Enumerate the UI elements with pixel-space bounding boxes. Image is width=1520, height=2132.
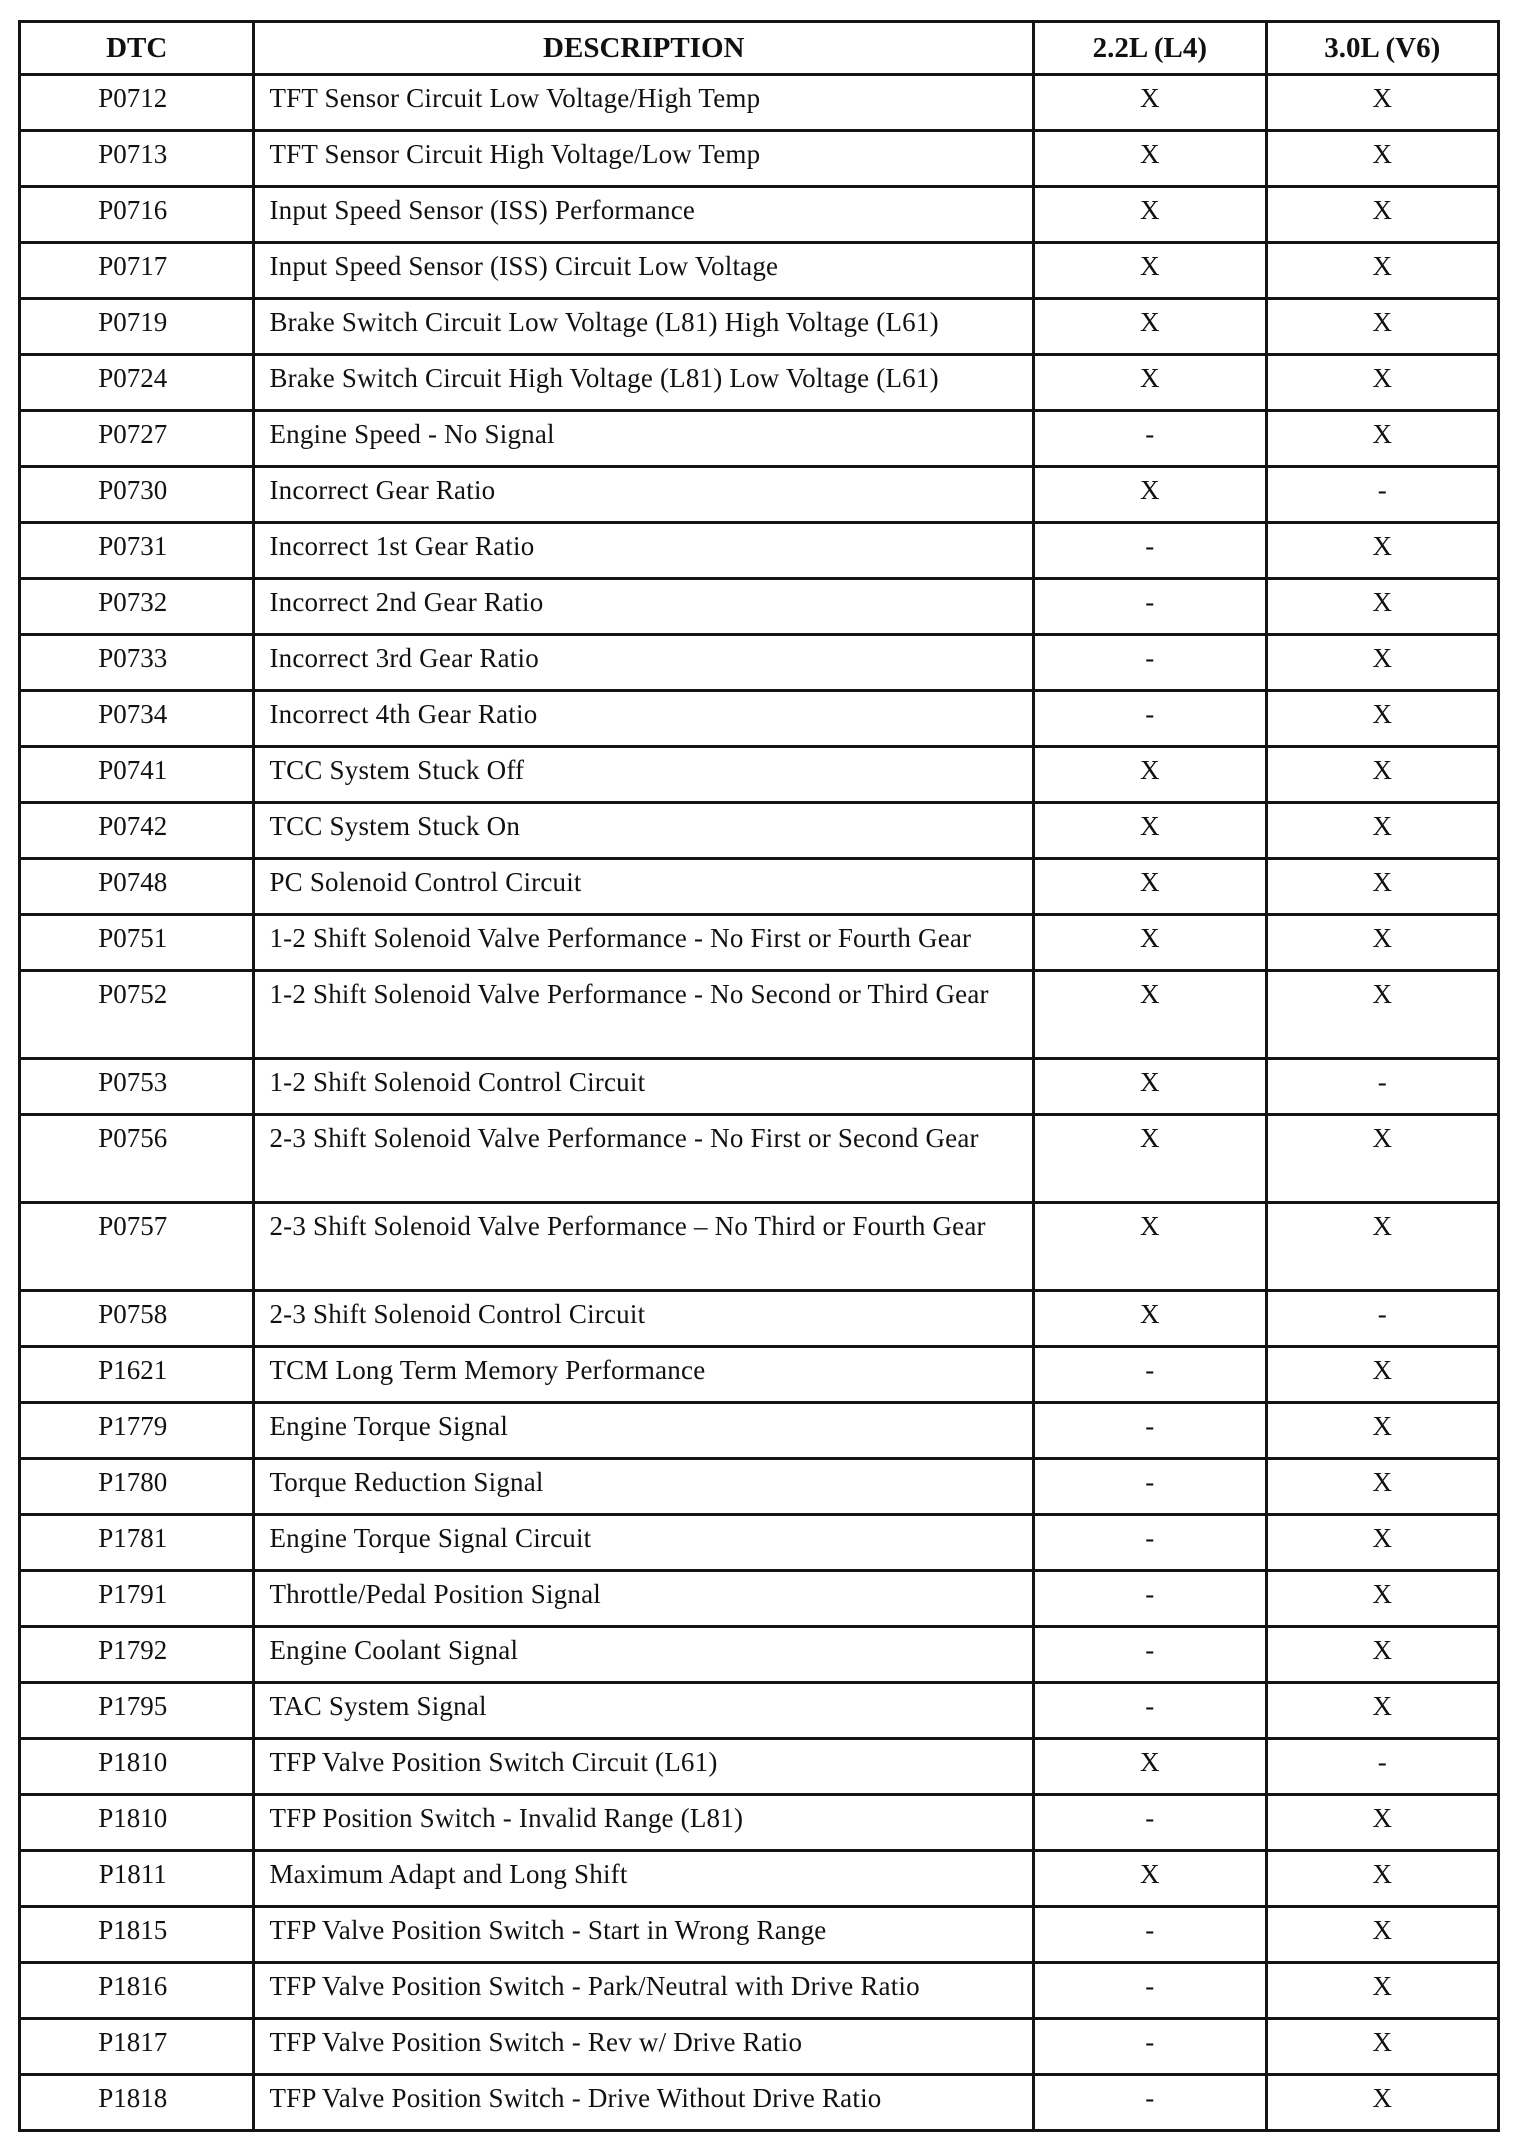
l4-applicability-cell: - <box>1034 1571 1266 1627</box>
v6-applicability-cell: - <box>1266 467 1498 523</box>
table-row <box>20 747 1499 803</box>
l4-applicability-cell: X <box>1034 1851 1266 1907</box>
v6-applicability-cell: X <box>1266 747 1498 803</box>
description-cell: Engine Coolant Signal <box>254 1627 1034 1683</box>
header-description: DESCRIPTION <box>254 22 1034 75</box>
description-cell: TFP Valve Position Switch - Start in Wrong Range <box>254 1907 1034 1963</box>
v6-applicability-cell: X <box>1266 131 1498 187</box>
v6-applicability-cell: X <box>1266 1403 1498 1459</box>
l4-applicability-cell: - <box>1034 523 1266 579</box>
l4-applicability-cell: - <box>1034 2019 1266 2075</box>
l4-applicability-cell: - <box>1034 1963 1266 2019</box>
l4-applicability-cell: - <box>1034 411 1266 467</box>
description-cell: Input Speed Sensor (ISS) Performance <box>254 187 1034 243</box>
dtc-code-cell: P1795 <box>20 1683 254 1739</box>
l4-applicability-cell: X <box>1034 1115 1266 1203</box>
description-cell: TCC System Stuck Off <box>254 747 1034 803</box>
l4-applicability-cell: - <box>1034 1907 1266 1963</box>
v6-applicability-cell: X <box>1266 691 1498 747</box>
table-row <box>20 1347 1499 1403</box>
v6-applicability-cell: X <box>1266 1347 1498 1403</box>
table-row <box>20 1627 1499 1683</box>
table-row <box>20 1739 1499 1795</box>
description-cell: 2-3 Shift Solenoid Valve Performance - No First or Second Gear <box>254 1115 1034 1203</box>
l4-applicability-cell: X <box>1034 467 1266 523</box>
dtc-code-cell: P0716 <box>20 187 254 243</box>
v6-applicability-cell: - <box>1266 1739 1498 1795</box>
description-cell: Incorrect Gear Ratio <box>254 467 1034 523</box>
table-row <box>20 915 1499 971</box>
v6-applicability-cell: X <box>1266 579 1498 635</box>
l4-applicability-cell: X <box>1034 971 1266 1059</box>
table-row <box>20 1907 1499 1963</box>
v6-applicability-cell: X <box>1266 859 1498 915</box>
table-body <box>20 75 1499 2131</box>
v6-applicability-cell: X <box>1266 1963 1498 2019</box>
table-row <box>20 1963 1499 2019</box>
l4-applicability-cell: X <box>1034 131 1266 187</box>
table-row <box>20 635 1499 691</box>
v6-applicability-cell: X <box>1266 523 1498 579</box>
table-row <box>20 1203 1499 1291</box>
dtc-code-cell: P1779 <box>20 1403 254 1459</box>
v6-applicability-cell: X <box>1266 1795 1498 1851</box>
v6-applicability-cell: X <box>1266 299 1498 355</box>
header-v6: 3.0L (V6) <box>1266 22 1498 75</box>
l4-applicability-cell: X <box>1034 243 1266 299</box>
dtc-code-cell: P1780 <box>20 1459 254 1515</box>
dtc-code-cell: P0748 <box>20 859 254 915</box>
l4-applicability-cell: - <box>1034 579 1266 635</box>
v6-applicability-cell: X <box>1266 187 1498 243</box>
table-row <box>20 187 1499 243</box>
v6-applicability-cell: X <box>1266 2019 1498 2075</box>
description-cell: TFP Valve Position Switch - Park/Neutral with Drive Ratio <box>254 1963 1034 2019</box>
description-cell: 1-2 Shift Solenoid Control Circuit <box>254 1059 1034 1115</box>
l4-applicability-cell: - <box>1034 691 1266 747</box>
dtc-code-cell: P0713 <box>20 131 254 187</box>
v6-applicability-cell: X <box>1266 635 1498 691</box>
l4-applicability-cell: - <box>1034 1403 1266 1459</box>
table-row <box>20 1851 1499 1907</box>
v6-applicability-cell: X <box>1266 1459 1498 1515</box>
dtc-code-cell: P1621 <box>20 1347 254 1403</box>
dtc-table <box>18 20 1500 2132</box>
description-cell: Engine Speed - No Signal <box>254 411 1034 467</box>
table-row <box>20 1459 1499 1515</box>
table-header <box>20 22 1499 75</box>
table-row <box>20 2075 1499 2131</box>
description-cell: TFP Valve Position Switch - Rev w/ Drive Ratio <box>254 2019 1034 2075</box>
l4-applicability-cell: - <box>1034 1347 1266 1403</box>
dtc-code-cell: P0734 <box>20 691 254 747</box>
l4-applicability-cell: X <box>1034 1291 1266 1347</box>
table-row <box>20 243 1499 299</box>
description-cell: TCC System Stuck On <box>254 803 1034 859</box>
l4-applicability-cell: X <box>1034 859 1266 915</box>
v6-applicability-cell: X <box>1266 243 1498 299</box>
dtc-code-cell: P0730 <box>20 467 254 523</box>
l4-applicability-cell: X <box>1034 299 1266 355</box>
dtc-code-cell: P0753 <box>20 1059 254 1115</box>
dtc-code-cell: P0757 <box>20 1203 254 1291</box>
table-row <box>20 803 1499 859</box>
description-cell: TCM Long Term Memory Performance <box>254 1347 1034 1403</box>
l4-applicability-cell: X <box>1034 1203 1266 1291</box>
description-cell: Maximum Adapt and Long Shift <box>254 1851 1034 1907</box>
l4-applicability-cell: - <box>1034 2075 1266 2131</box>
dtc-code-cell: P1791 <box>20 1571 254 1627</box>
v6-applicability-cell: - <box>1266 1291 1498 1347</box>
v6-applicability-cell: - <box>1266 1059 1498 1115</box>
description-cell: Incorrect 4th Gear Ratio <box>254 691 1034 747</box>
v6-applicability-cell: X <box>1266 1683 1498 1739</box>
l4-applicability-cell: - <box>1034 635 1266 691</box>
v6-applicability-cell: X <box>1266 1515 1498 1571</box>
description-cell: Torque Reduction Signal <box>254 1459 1034 1515</box>
l4-applicability-cell: X <box>1034 187 1266 243</box>
v6-applicability-cell: X <box>1266 803 1498 859</box>
table-row <box>20 411 1499 467</box>
dtc-code-cell: P1817 <box>20 2019 254 2075</box>
v6-applicability-cell: X <box>1266 915 1498 971</box>
description-cell: Input Speed Sensor (ISS) Circuit Low Voltage <box>254 243 1034 299</box>
l4-applicability-cell: - <box>1034 1515 1266 1571</box>
header-l4: 2.2L (L4) <box>1034 22 1266 75</box>
l4-applicability-cell: X <box>1034 75 1266 131</box>
l4-applicability-cell: X <box>1034 1059 1266 1115</box>
table-row <box>20 859 1499 915</box>
v6-applicability-cell: X <box>1266 1851 1498 1907</box>
v6-applicability-cell: X <box>1266 411 1498 467</box>
table-row <box>20 1403 1499 1459</box>
description-cell: Incorrect 1st Gear Ratio <box>254 523 1034 579</box>
l4-applicability-cell: X <box>1034 803 1266 859</box>
description-cell: Brake Switch Circuit High Voltage (L81) Low Voltage (L61) <box>254 355 1034 411</box>
dtc-code-cell: P1810 <box>20 1795 254 1851</box>
table-row <box>20 1515 1499 1571</box>
header-dtc: DTC <box>20 22 254 75</box>
dtc-code-cell: P1816 <box>20 1963 254 2019</box>
description-cell: Incorrect 2nd Gear Ratio <box>254 579 1034 635</box>
table-row <box>20 1059 1499 1115</box>
v6-applicability-cell: X <box>1266 1627 1498 1683</box>
table-row <box>20 75 1499 131</box>
v6-applicability-cell: X <box>1266 1907 1498 1963</box>
table-row <box>20 1291 1499 1347</box>
l4-applicability-cell: - <box>1034 1627 1266 1683</box>
dtc-code-cell: P0717 <box>20 243 254 299</box>
l4-applicability-cell: X <box>1034 1739 1266 1795</box>
dtc-code-cell: P0727 <box>20 411 254 467</box>
description-cell: TFP Valve Position Switch - Drive Without Drive Ratio <box>254 2075 1034 2131</box>
dtc-code-cell: P1815 <box>20 1907 254 1963</box>
table-row <box>20 299 1499 355</box>
description-cell: 1-2 Shift Solenoid Valve Performance - No First or Fourth Gear <box>254 915 1034 971</box>
description-cell: PC Solenoid Control Circuit <box>254 859 1034 915</box>
l4-applicability-cell: X <box>1034 355 1266 411</box>
dtc-code-cell: P0732 <box>20 579 254 635</box>
dtc-code-cell: P0724 <box>20 355 254 411</box>
dtc-code-cell: P0758 <box>20 1291 254 1347</box>
table-row <box>20 971 1499 1059</box>
dtc-code-cell: P1818 <box>20 2075 254 2131</box>
v6-applicability-cell: X <box>1266 1203 1498 1291</box>
v6-applicability-cell: X <box>1266 2075 1498 2131</box>
table-row <box>20 1115 1499 1203</box>
dtc-code-cell: P1792 <box>20 1627 254 1683</box>
description-cell: TFT Sensor Circuit Low Voltage/High Temp <box>254 75 1034 131</box>
l4-applicability-cell: X <box>1034 915 1266 971</box>
table-row <box>20 1571 1499 1627</box>
table-row <box>20 579 1499 635</box>
table-row <box>20 691 1499 747</box>
dtc-code-cell: P0712 <box>20 75 254 131</box>
dtc-code-cell: P0733 <box>20 635 254 691</box>
description-cell: 1-2 Shift Solenoid Valve Performance - No Second or Third Gear <box>254 971 1034 1059</box>
l4-applicability-cell: X <box>1034 747 1266 803</box>
description-cell: TFT Sensor Circuit High Voltage/Low Temp <box>254 131 1034 187</box>
table-row <box>20 467 1499 523</box>
v6-applicability-cell: X <box>1266 1115 1498 1203</box>
v6-applicability-cell: X <box>1266 1571 1498 1627</box>
v6-applicability-cell: X <box>1266 355 1498 411</box>
table-row <box>20 355 1499 411</box>
description-cell: Brake Switch Circuit Low Voltage (L81) High Voltage (L61) <box>254 299 1034 355</box>
description-cell: 2-3 Shift Solenoid Control Circuit <box>254 1291 1034 1347</box>
description-cell: TFP Valve Position Switch Circuit (L61) <box>254 1739 1034 1795</box>
dtc-code-cell: P0756 <box>20 1115 254 1203</box>
table-row <box>20 131 1499 187</box>
v6-applicability-cell: X <box>1266 971 1498 1059</box>
table-row <box>20 1683 1499 1739</box>
table-row <box>20 2019 1499 2075</box>
description-cell: Incorrect 3rd Gear Ratio <box>254 635 1034 691</box>
description-cell: TFP Position Switch - Invalid Range (L81) <box>254 1795 1034 1851</box>
dtc-code-cell: P0742 <box>20 803 254 859</box>
description-cell: TAC System Signal <box>254 1683 1034 1739</box>
description-cell: Engine Torque Signal Circuit <box>254 1515 1034 1571</box>
dtc-code-cell: P0752 <box>20 971 254 1059</box>
dtc-code-cell: P0751 <box>20 915 254 971</box>
header-row <box>20 22 1499 75</box>
dtc-code-cell: P0731 <box>20 523 254 579</box>
description-cell: 2-3 Shift Solenoid Valve Performance – No Third or Fourth Gear <box>254 1203 1034 1291</box>
dtc-code-cell: P0719 <box>20 299 254 355</box>
dtc-code-cell: P0741 <box>20 747 254 803</box>
table-row <box>20 1795 1499 1851</box>
l4-applicability-cell: - <box>1034 1459 1266 1515</box>
dtc-code-cell: P1810 <box>20 1739 254 1795</box>
description-cell: Throttle/Pedal Position Signal <box>254 1571 1034 1627</box>
dtc-code-cell: P1811 <box>20 1851 254 1907</box>
table-row <box>20 523 1499 579</box>
l4-applicability-cell: - <box>1034 1683 1266 1739</box>
dtc-code-cell: P1781 <box>20 1515 254 1571</box>
l4-applicability-cell: - <box>1034 1795 1266 1851</box>
v6-applicability-cell: X <box>1266 75 1498 131</box>
description-cell: Engine Torque Signal <box>254 1403 1034 1459</box>
